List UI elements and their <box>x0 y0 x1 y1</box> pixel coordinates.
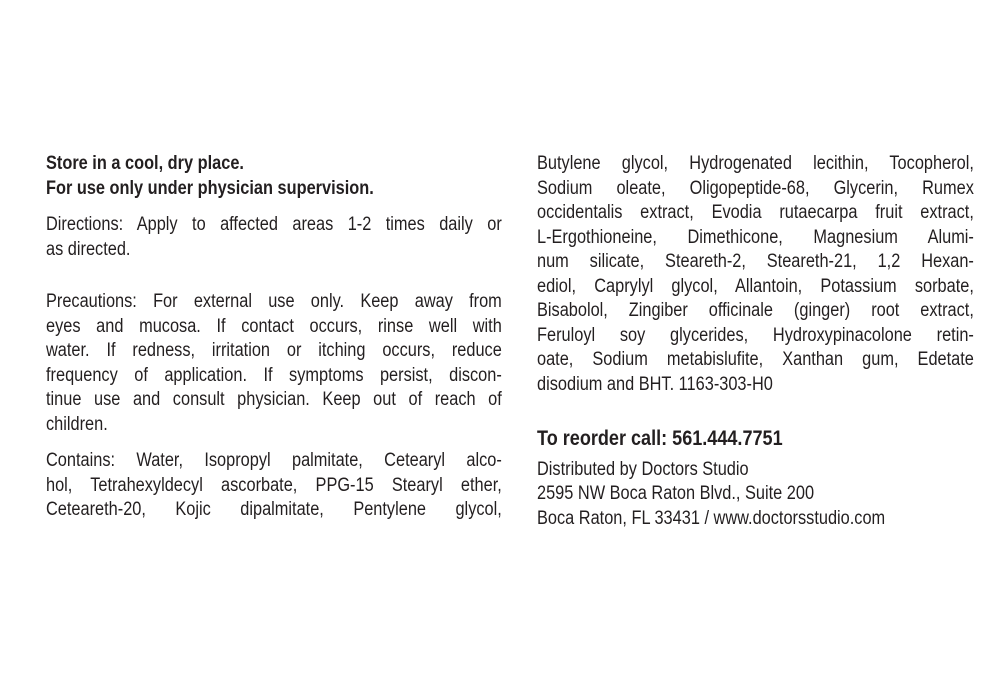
directions-line: as directed. <box>46 238 131 260</box>
precautions-line: Precautions: For external use only. Keep away from <box>46 291 502 312</box>
ingredients-line: Feruloyl soy glycerides, Hydroxypinacolone retin- <box>537 324 974 346</box>
ingredients-line: disodium and BHT. 1163-303-H0 <box>537 373 773 395</box>
distributor-address: 2595 NW Boca Raton Blvd., Suite 200 <box>537 483 815 504</box>
distributor-city-web: Boca Raton, FL 33431 / www.doctorsstudio.com <box>537 507 886 529</box>
precautions-line: water. If redness, irritation or itching occurs, reduce <box>46 340 502 361</box>
contains-line: Ceteareth-20, Kojic dipalmitate, Pentylene glycol, <box>46 499 502 520</box>
ingredients-line: Sodium oleate, Oligopeptide-68, Glycerin, Rumex <box>537 177 974 199</box>
right-column <box>537 152 974 531</box>
reorder-phone: To reorder call: 561.444.7751 <box>537 427 783 450</box>
contains-line: Contains: Water, Isopropyl palmitate, Cetearyl alco- <box>46 450 502 471</box>
storage-instruction: Store in a cool, dry place. <box>46 153 244 174</box>
distributor-info <box>537 458 974 532</box>
precautions-line: eyes and mucosa. If contact occurs, rinse well with <box>46 315 502 337</box>
ingredients-line: Bisabolol, Zingiber officinale (ginger) root extract, <box>537 300 974 321</box>
precautions-line: frequency of application. If symptoms persist, discon- <box>46 364 502 386</box>
ingredients-continued <box>537 152 974 397</box>
ingredients-line: oate, Sodium metabislufite, Xanthan gum, Edetate <box>537 349 974 370</box>
directions-line: Directions: Apply to affected areas 1-2 times daily or <box>46 214 502 235</box>
precautions-line: tinue use and consult physician. Keep out of reach of <box>46 389 502 410</box>
precautions-paragraph <box>46 290 502 437</box>
supervision-notice: For use only under physician supervision. <box>46 177 374 199</box>
ingredients-line: L-Ergothioneine, Dimethicone, Magnesium Alumi- <box>537 226 974 248</box>
left-column <box>46 152 502 523</box>
ingredients-line: Butylene glycol, Hydrogenated lecithin, Tocopherol, <box>537 153 974 174</box>
distributor-name: Distributed by Doctors Studio <box>537 458 749 480</box>
precautions-line: children. <box>46 413 108 435</box>
ingredients-line: occidentalis extract, Evodia rutaecarpa fruit extract, <box>537 202 974 223</box>
directions-paragraph <box>46 213 502 262</box>
contains-paragraph <box>46 449 502 523</box>
ingredients-line: num silicate, Steareth-2, Steareth-21, 1,2 Hexan- <box>537 251 974 272</box>
contains-line: hol, Tetrahexyldecyl ascorbate, PPG-15 Stearyl ether, <box>46 474 502 496</box>
ingredients-line: ediol, Caprylyl glycol, Allantoin, Potassium sorbate, <box>537 275 974 297</box>
